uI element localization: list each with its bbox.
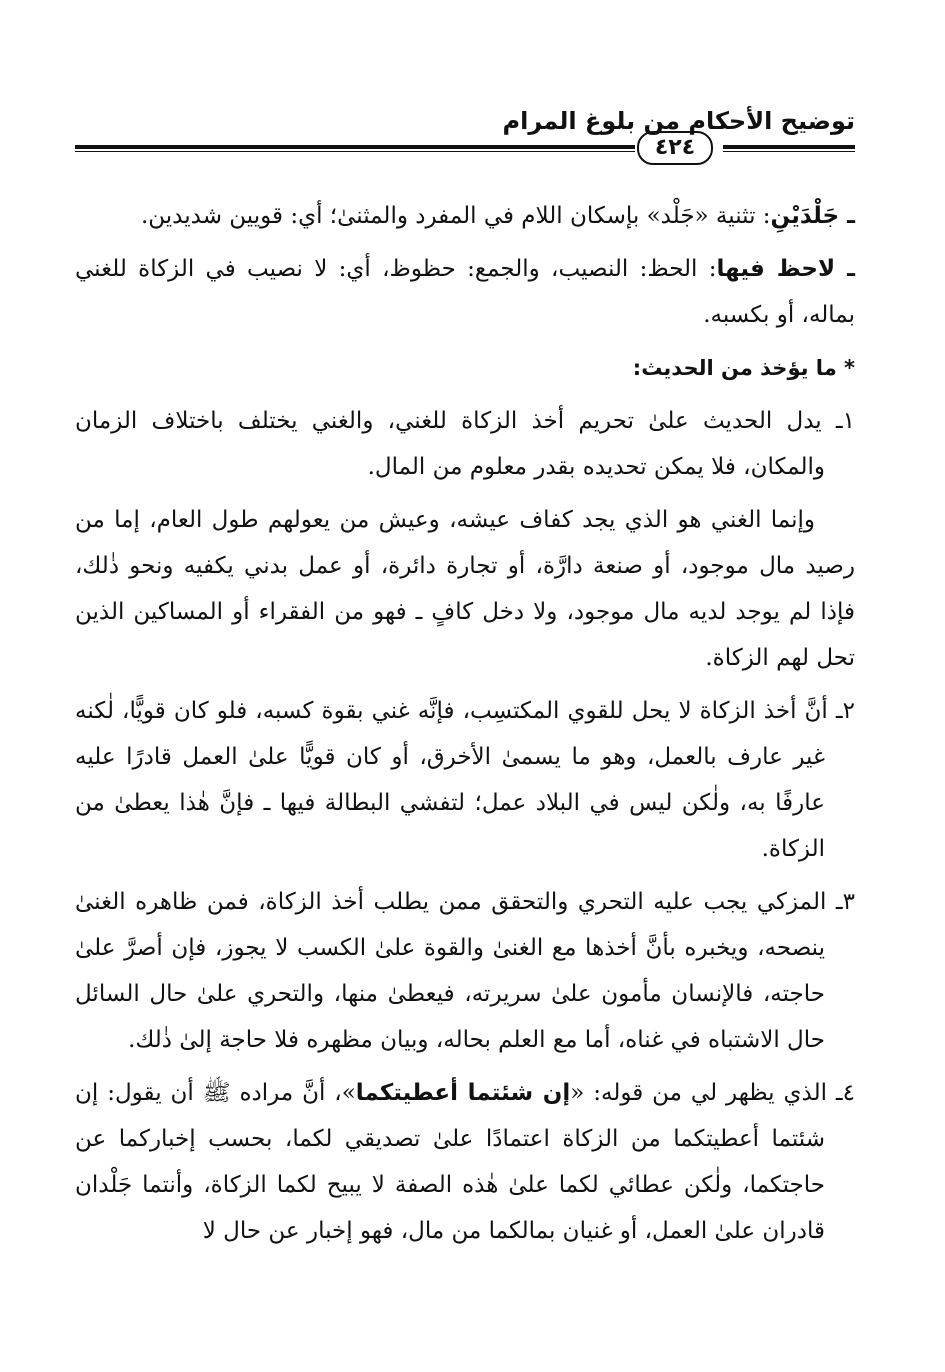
point-2: ٢ـ أنَّ أخذ الزكاة لا يحل للقوي المكتسِب، فإنَّه غني بقوة كسبه، فلو كان قويًّا، لٰكنه غير عارف بالعمل، وهو ما يسمىٰ الأخرق، أو كان قويًّا علىٰ العمل قادرًا عليه عارفًا به، ولٰكن ليس في البلاد عمل؛ لتفشي البطالة فيها ـ فإنَّ هٰذا يعطىٰ من الزكاة.	[75, 698, 855, 862]
glossary-term: ـ جَلْدَيْنِ	[770, 203, 855, 229]
glossary-term: ـ لاحظ فيها	[716, 256, 856, 282]
section-heading: * ما يؤخذ من الحديث:	[632, 356, 855, 380]
point-4	[75, 1070, 855, 1254]
header-rule-left	[75, 145, 635, 152]
point-3: ٣ـ المزكي يجب عليه التحري والتحقق ممن يطلب أخذ الزكاة، فمن ظاهره الغنىٰ ينصحه، ويخبره بأنَّ أخذها مع الغنىٰ والقوة علىٰ الكسب لا يجوز، فإن أصرَّ علىٰ حاجته، فالإنسان مأمون علىٰ سريرته، فيعطىٰ منها، والتحري علىٰ حال السائل حال الاشتباه في غناه، أما مع العلم بحاله، وبيان مظهره فلا حاجة إلىٰ ذٰلك.	[75, 889, 855, 1053]
header-rule-right	[723, 145, 855, 152]
point-4-intro: ٤ـ الذي يظهر لي من قوله: «	[570, 1080, 855, 1106]
hadith-quote: إن شئتما أعطيتكما	[355, 1080, 571, 1106]
glossary-definition: : الحظ: النصيب، والجمع: حظوظ، أي: لا نصيب في الزكاة للغني بماله، أو بكسبه.	[75, 256, 855, 328]
page-number: ٤٢٤	[637, 131, 713, 165]
point-1-continuation: وإنما الغني هو الذي يجد كفاف عيشه، وعيش من يعولهم طول العام، إما من رصيد مال موجود، أو صنعة دارَّة، أو تجارة دائرة، أو عمل بدني يكفيه ونحو ذٰلك، فإذا لم يوجد لديه مال موجود، ولا دخل كافٍ ـ فهو من الفقراء أو المساكين الذين تحل لهم الزكاة.	[75, 507, 855, 671]
point-1: ١ـ يدل الحديث علىٰ تحريم أخذ الزكاة للغني، والغني يختلف باختلاف الزمان والمكان، فلا يمكن تحديده بقدر معلوم من المال.	[75, 408, 855, 480]
page-body	[75, 193, 855, 1261]
glossary-item-jaldayn	[75, 193, 855, 239]
glossary-definition: : تثنية «جَلْد» بإسكان اللام في المفرد والمثنىٰ؛ أي: قويين شديدين.	[140, 203, 771, 229]
glossary-item-la-hazz	[75, 246, 855, 338]
point-4-text: »، أنَّ مراده ﷺ أن يقول: إن شئتما أعطيتكما من الزكاة اعتمادًا علىٰ تصديقي لكما، بحسب إخباركما عن حاجتكما، ولٰكن عطائي لكما علىٰ هٰذه الصفة لا يبيح لكما الزكاة، وأنتما جَلْدان قادران علىٰ العمل، أو غنيان بمالكما من مال، فهو إخبار عن حال لا	[75, 1080, 825, 1244]
book-title: توضيح الأحكام من بلوغ المرام	[502, 107, 855, 135]
page-header	[75, 95, 855, 175]
